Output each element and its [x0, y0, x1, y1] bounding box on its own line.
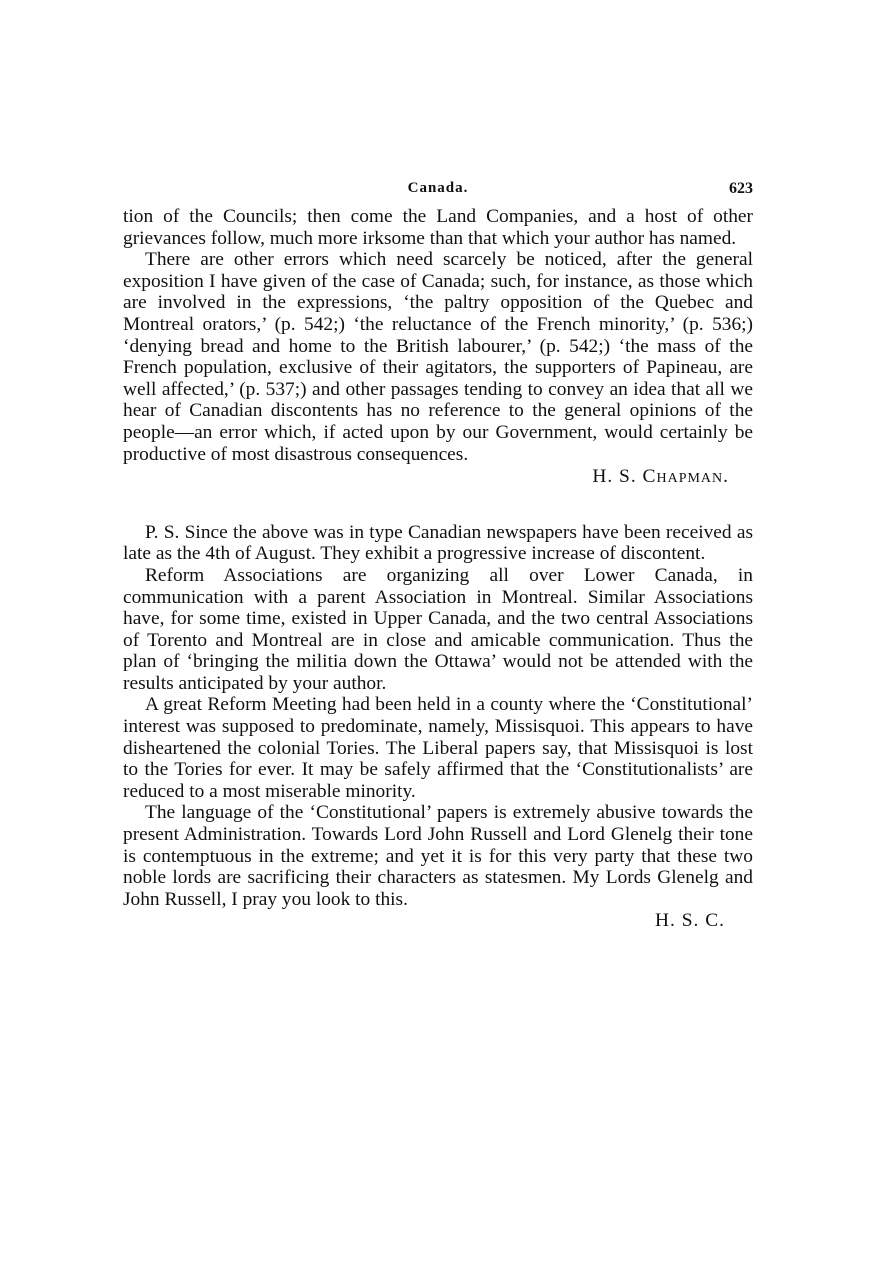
letter-paragraph-2: There are other errors which need scarcely be noticed, after the general exposition I have given of the case of Canada; such, for instance, as those which are involved in the expressions, ‘the paltry opposition of the Quebec and Montreal orators,’ (p. 542;) ‘the reluctance of the French minority,’ (p. 536;) ‘denying bread and home to the British labourer,’ (p. 542;) ‘the mass of the French population, exclusive of their agitators, the supporters of Papineau, are well affected,’ (p. 537;) and other passages tending to convey an idea that all we hear of Canadian discontents has no reference to the general opinions of the people—an error which, if acted upon by our Government, would certainly be productive of most disastrous consequences. — [123, 249, 753, 465]
letter-paragraph-1: tion of the Councils; then come the Land Companies, and a host of other grievances follow, much more irksome than that which your author has named. — [123, 206, 753, 249]
postscript-paragraph-2: Reform Associations are organizing all over Lower Canada, in communication with a parent Association in Montreal. Similar Associations have, for some time, existed in Upper Canada, and the two central Associations of Torento and Montreal are in close and amicable communication. Thus the plan of ‘bringing the militia down the Ottawa’ would not be attended with the results anticipated by your author. — [123, 564, 753, 694]
letter-signature — [123, 466, 753, 488]
postscript-paragraph-3: A great Reform Meeting had been held in a county where the ‘Constitutional’ interest was supposed to predominate, namely, Missisquoi. This appears to have disheartened the colonial Tories. The Liberal papers say, that Missisquoi is lost to the Tories for ever. It may be safely affirmed that the ‘Constitutionalists’ are reduced to a most miserable minority. — [123, 694, 753, 802]
page-body — [123, 206, 753, 932]
signature-name: H. S. Chapman. — [592, 466, 729, 488]
page-header — [123, 180, 753, 202]
running-title: Canada. — [407, 180, 469, 196]
postscript-signature: H. S. C. — [655, 910, 725, 932]
postscript-paragraph-4: The language of the ‘Constitutional’ papers is extremely abusive towards the present Administration. Towards Lord John Russell and Lord Glenelg their tone is contemptuous in the extreme; and yet it is for this very party that these two noble lords are sacrificing their characters as statesmen. My Lords Glenelg and John Russell, I pray you look to this. — [123, 802, 753, 910]
postscript-paragraph-1: P. S. Since the above was in type Canadian newspapers have been received as late as the 4th of August. They exhibit a progressive increase of discontent. — [123, 521, 753, 565]
page-number: 623 — [729, 180, 753, 197]
